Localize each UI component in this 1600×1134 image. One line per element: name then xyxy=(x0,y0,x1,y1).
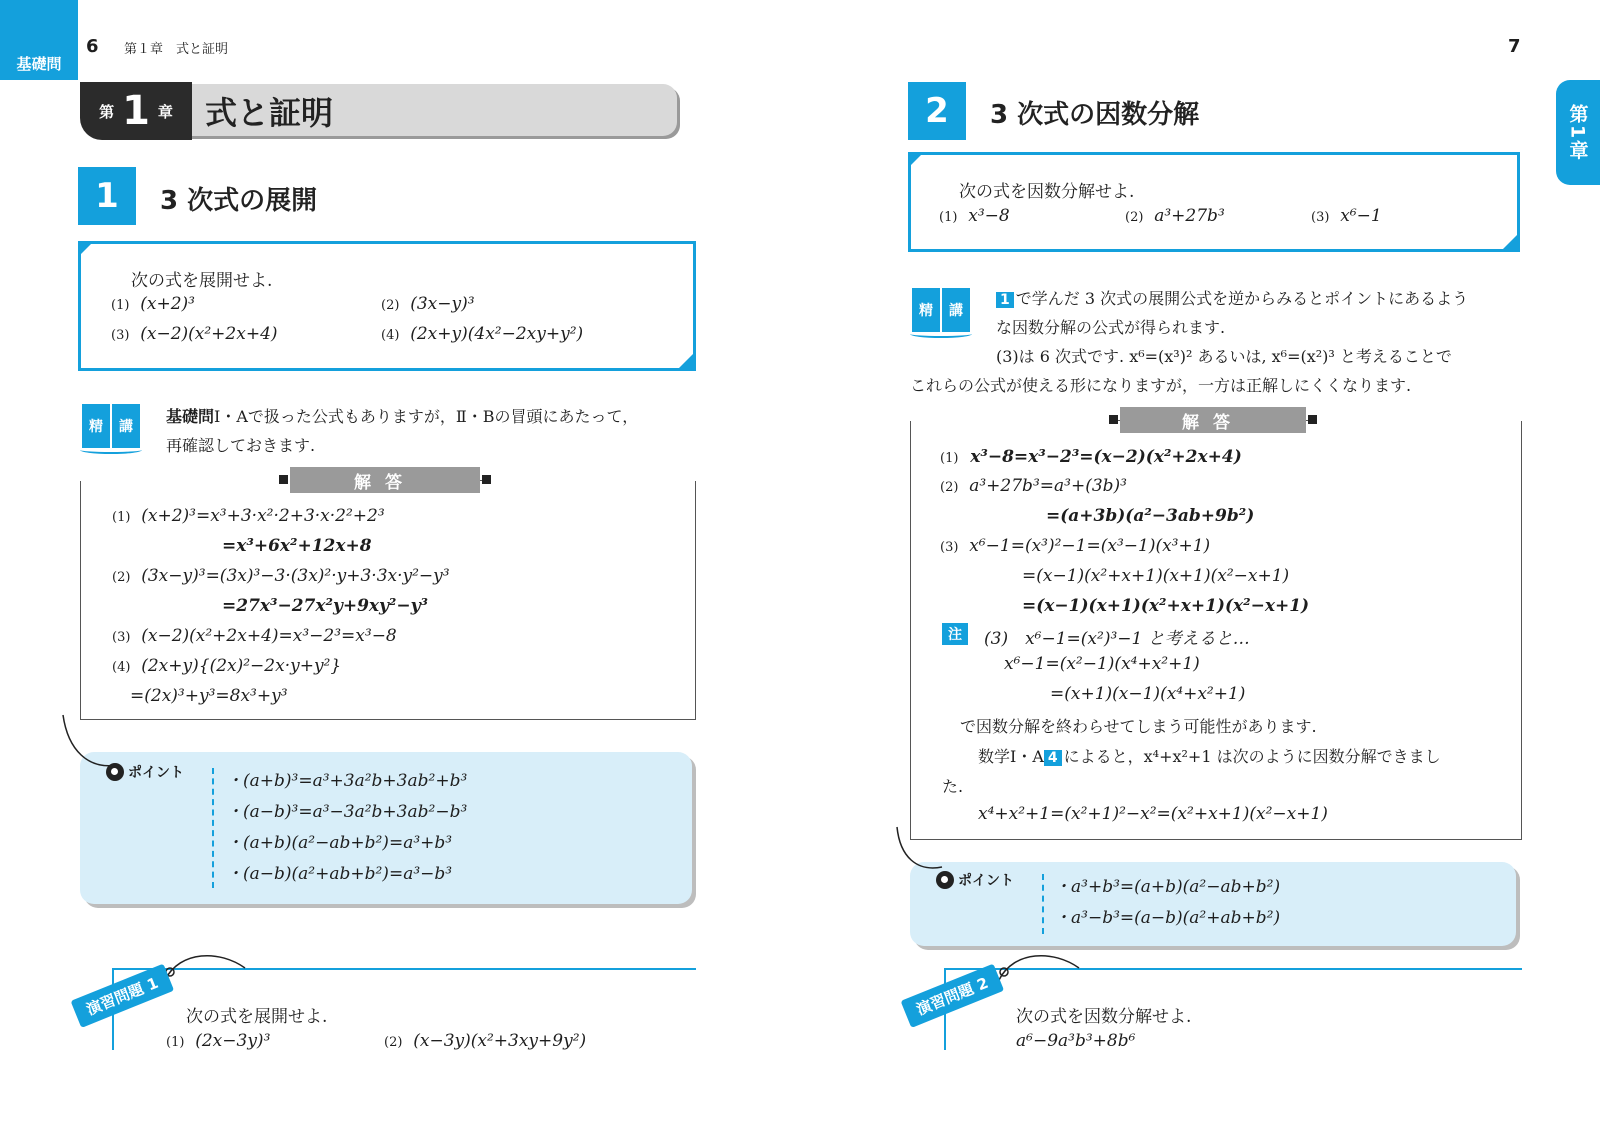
section-title-1: 3 次式の展開 xyxy=(160,186,318,216)
string-decoration xyxy=(994,950,1084,990)
problem-instruction: 次の式を展開せよ. xyxy=(131,271,273,291)
note-line: x⁶−1=(x²−1)(x⁴+x²+1) xyxy=(1004,654,1200,674)
point-label-1: ポイント xyxy=(106,762,184,782)
problem-item-2: (2) (3x−y)³ xyxy=(381,294,475,314)
chapter-side-tab: 第1章 xyxy=(1556,80,1600,185)
problem-item-3: (3) (x−2)(x²+2x+4) xyxy=(111,324,278,344)
exercise-instruction: 次の式を展開せよ. xyxy=(186,1007,328,1027)
exercise-tag-2: 演習問題 2 xyxy=(901,964,1004,1028)
point-icon xyxy=(936,871,954,889)
section-number-1: 1 xyxy=(78,167,136,225)
chapter-header xyxy=(80,82,680,140)
answer-line: =27x³−27x²y+9xy²−y³ xyxy=(222,596,428,616)
page-number-left: 6 xyxy=(86,36,99,57)
note-line: 数学Ⅰ・A 4 によると，x⁴+x²+1 は次のように因数分解できまし xyxy=(978,747,1441,766)
point-icon xyxy=(106,763,124,781)
answer-line: (3) (x−2)(x²+2x+4)=x³−2³=x³−8 xyxy=(112,626,397,646)
chapter-prefix: 第 xyxy=(99,102,115,121)
seikou-badge-2: 精 講 xyxy=(910,288,972,338)
seikou-text-1: 基礎問Ⅰ・Aで扱った公式もありますが，Ⅱ・Bの冒頭にあたって， xyxy=(166,407,639,426)
answer-line: (3) x⁶−1=(x³)²−1=(x³−1)(x³+1) xyxy=(940,536,1211,556)
point-formula: ・(a+b)(a²−ab+b²)=a³+b³ xyxy=(226,833,453,853)
problem-box-1 xyxy=(78,241,696,371)
point-label-2: ポイント xyxy=(936,870,1014,890)
answer-label-2: 解答 xyxy=(1120,407,1306,433)
seikou-text-3: (3)は 6 次式です. x⁶=(x³)² あるいは, x⁶=(x²)³ と考えることで xyxy=(996,347,1452,366)
kisomon-tab: 基礎問 xyxy=(0,0,78,80)
answer-line: =(2x)³+y³=8x³+y³ xyxy=(130,686,288,706)
answer-line: (1) x³−8=x³−2³=(x−2)(x²+2x+4) xyxy=(940,447,1242,467)
point-formula: ・(a+b)³=a³+3a²b+3ab²+b³ xyxy=(226,771,468,791)
answer-line: (4) (2x+y){(2x)²−2x·y+y²} xyxy=(112,656,342,676)
exercise-tag-1: 演習問題 1 xyxy=(71,964,174,1028)
answer-line: =x³+6x²+12x+8 xyxy=(222,536,372,556)
chapter-title: 式と証明 xyxy=(205,94,334,132)
note-line: た. xyxy=(942,777,964,796)
problem-item-4: (4) (2x+y)(4x²−2xy+y²) xyxy=(381,324,584,344)
seikou-badge-1: 精 講 xyxy=(80,404,142,454)
point-formula: ・a³−b³=(a−b)(a²+ab+b²) xyxy=(1054,908,1281,928)
seikou-text-2: 再確認しておきます. xyxy=(166,436,316,455)
answer-line: =(x−1)(x²+x+1)(x+1)(x²−x+1) xyxy=(1022,566,1290,586)
answer-line: (2) a³+27b³=a³+(3b)³ xyxy=(940,476,1127,496)
exercise-instruction: 次の式を因数分解せよ. xyxy=(1016,1007,1192,1027)
note-line: (3) x⁶−1=(x²)³−1 と考えると… xyxy=(984,629,1250,649)
seikou-text-2: な因数分解の公式が得られます. xyxy=(996,318,1226,337)
running-head: 第１章 式と証明 xyxy=(124,42,229,57)
point-formula: ・(a−b)³=a³−3a²b+3ab²−b³ xyxy=(226,802,468,822)
answer-line: (1) (x+2)³=x³+3·x²·2+3·x·2²+2³ xyxy=(112,506,385,526)
section-number-2: 2 xyxy=(908,82,966,140)
exercise-item: (2) (x−3y)(x²+3xy+9y²) xyxy=(384,1031,587,1051)
point-formula: ・(a−b)(a²+ab+b²)=a³−b³ xyxy=(226,864,453,884)
problem-box-2 xyxy=(908,152,1520,252)
chapter-suffix: 章 xyxy=(157,102,173,121)
chapter-number: 1 xyxy=(122,88,150,134)
problem-instruction: 次の式を因数分解せよ. xyxy=(959,182,1135,202)
problem-item-2: (2) a³+27b³ xyxy=(1125,206,1225,226)
problem-item-1: (1) x³−8 xyxy=(939,206,1010,226)
note-line: で因数分解を終わらせてしまう可能性があります. xyxy=(960,717,1317,736)
section-title-2: 3 次式の因数分解 xyxy=(990,100,1200,130)
answer-line: =(a+3b)(a²−3ab+9b²) xyxy=(1046,506,1255,526)
seikou-text-1: 1 で学んだ 3 次式の展開公式を逆からみるとポイントにあるよう xyxy=(996,286,1468,309)
problem-item-1: (1) (x+2)³ xyxy=(111,294,195,314)
point-formula: ・a³+b³=(a+b)(a²−ab+b²) xyxy=(1054,877,1281,897)
exercise-item: (1) (2x−3y)³ xyxy=(166,1031,271,1051)
answer-label-1: 解答 xyxy=(290,467,480,493)
exercise-expr: a⁶−9a³b³+8b⁶ xyxy=(1016,1031,1136,1051)
answer-line: =(x−1)(x+1)(x²+x+1)(x²−x+1) xyxy=(1022,596,1310,616)
answer-line: (2) (3x−y)³=(3x)³−3·(3x)²·y+3·3x·y²−y³ xyxy=(112,566,450,586)
string-decoration xyxy=(160,950,250,990)
seikou-text-4: これらの公式が使える形になりますが，一方は正解しにくくなります. xyxy=(910,376,1412,395)
note-badge: 注 xyxy=(942,623,968,645)
problem-item-3: (3) x⁶−1 xyxy=(1311,206,1382,226)
page-number-right: 7 xyxy=(1508,36,1521,57)
note-line: x⁴+x²+1=(x²+1)²−x²=(x²+x+1)(x²−x+1) xyxy=(978,804,1328,824)
note-line: =(x+1)(x−1)(x⁴+x²+1) xyxy=(1050,684,1246,704)
